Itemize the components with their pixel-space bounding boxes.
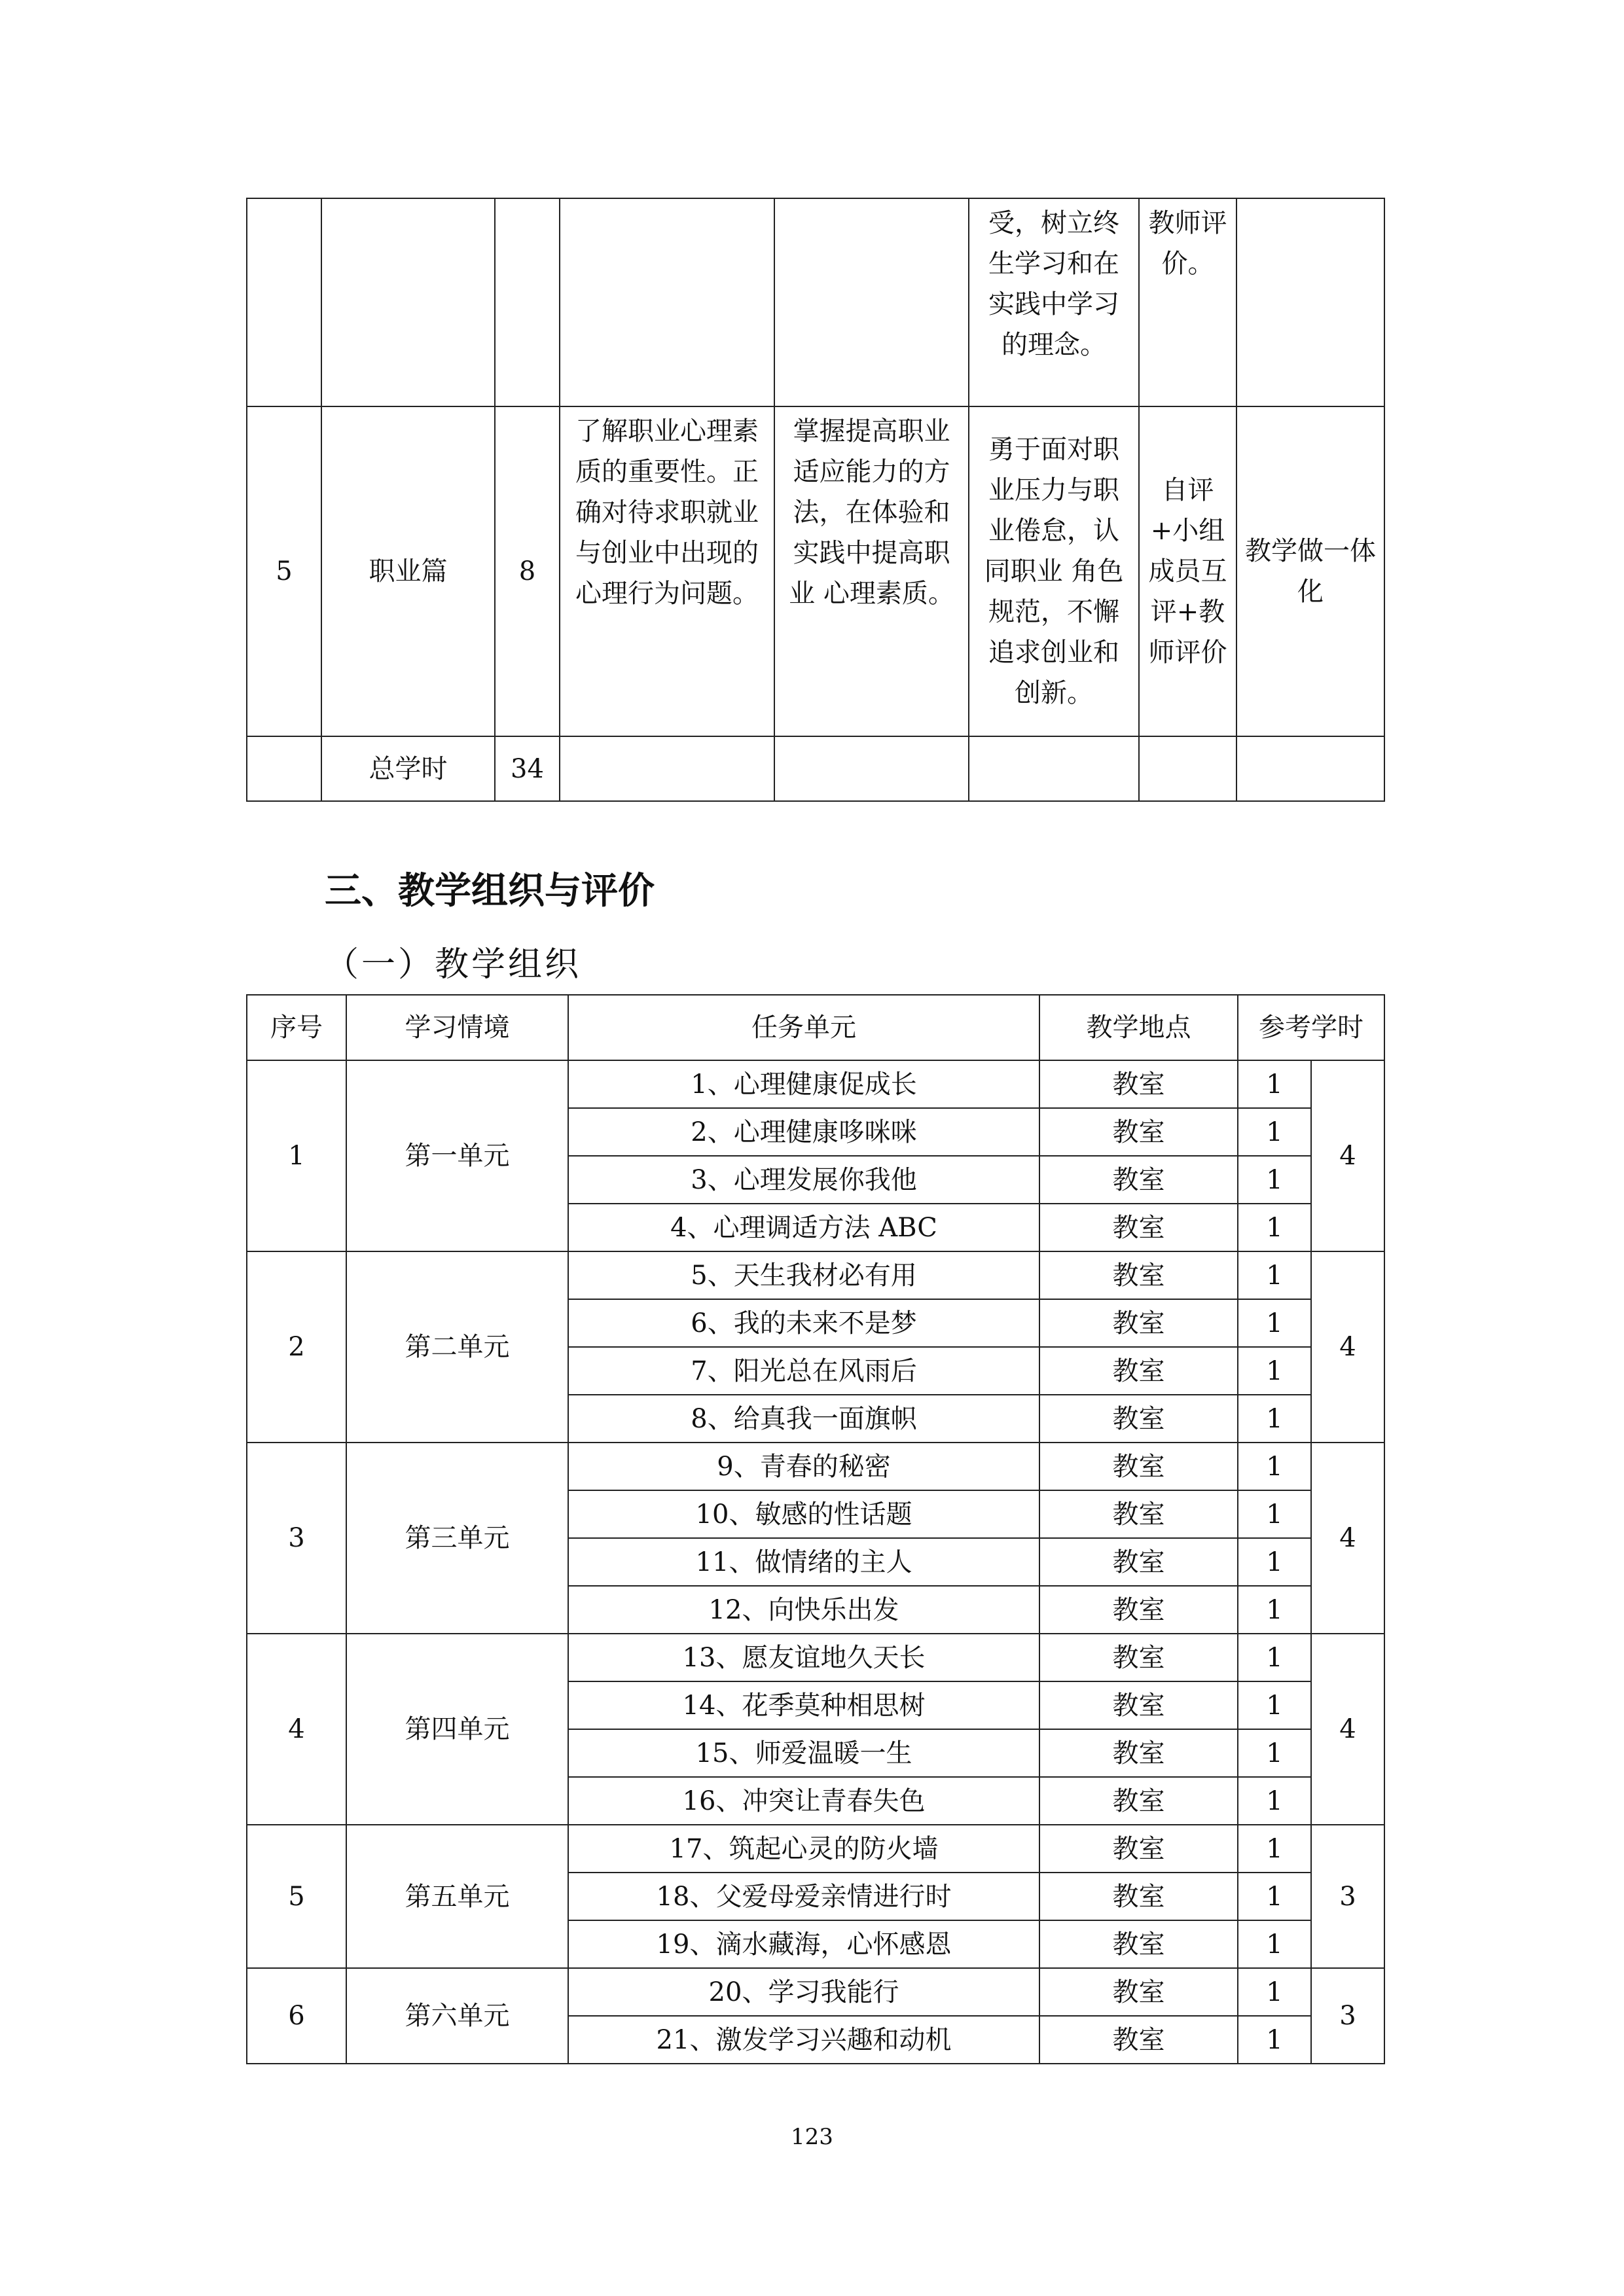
header-location: 教学地点 [1039, 995, 1238, 1060]
cell-task: 18、父爱母爱亲情进行时 [568, 1873, 1039, 1920]
cell-num: 6 [247, 1968, 346, 2064]
cell-hours: 8 [495, 406, 560, 736]
cell-task: 1、心理健康促成长 [568, 1060, 1039, 1108]
cell-task: 7、阳光总在风雨后 [568, 1347, 1039, 1395]
cell-hours: 1 [1238, 1968, 1311, 2016]
cell-task: 8、给真我一面旗帜 [568, 1395, 1039, 1443]
cell-unit: 第二单元 [346, 1251, 568, 1443]
cell-text: 掌握提高职业 适应能力的方法，在体验和实践中提高职业 心理素质。 [789, 416, 954, 609]
cell-total-hours: 3 [1311, 1825, 1384, 1968]
cell-hours: 1 [1238, 1538, 1311, 1586]
cell-hours: 1 [1238, 1395, 1311, 1443]
table-row [247, 1634, 1384, 1681]
cell-location: 教室 [1039, 1634, 1238, 1681]
table-row [247, 1251, 1384, 1299]
cell-location: 教室 [1039, 1443, 1238, 1490]
cell-location: 教室 [1039, 1777, 1238, 1825]
cell-num [247, 736, 321, 801]
cell-evaluation [1139, 736, 1236, 801]
cell-task: 10、敏感的性话题 [568, 1490, 1039, 1538]
cell-location: 教室 [1039, 1108, 1238, 1156]
cell-hours: 1 [1238, 1729, 1311, 1777]
cell-evaluation [1139, 198, 1236, 406]
cell-text: 教学做一体化 [1245, 536, 1376, 607]
cell-knowledge [560, 736, 774, 801]
cell-task: 12、向快乐出发 [568, 1586, 1039, 1634]
cell-unit: 第六单元 [346, 1968, 568, 2064]
cell-hours [495, 198, 560, 406]
cell-location: 教室 [1039, 1873, 1238, 1920]
cell-hours: 34 [495, 736, 560, 801]
cell-total-hours: 3 [1311, 1968, 1384, 2064]
cell-evaluation [1139, 406, 1236, 736]
cell-ability [774, 406, 969, 736]
cell-method [1236, 736, 1384, 801]
cell-num [247, 198, 321, 406]
cell-name: 总学时 [321, 736, 495, 801]
header-context: 学习情境 [346, 995, 568, 1060]
cell-text: 教师评价。 [1148, 208, 1227, 279]
cell-location: 教室 [1039, 1204, 1238, 1251]
cell-task: 21、激发学习兴趣和动机 [568, 2016, 1039, 2064]
cell-task: 19、滴水藏海，心怀感恩 [568, 1920, 1039, 1968]
cell-location: 教室 [1039, 1538, 1238, 1586]
cell-method [1236, 198, 1384, 406]
cell-hours: 1 [1238, 1204, 1311, 1251]
cell-text: 勇于面对职业压力与职业倦怠，认同职业 角色规范，不懈追求创业和创新。 [984, 435, 1124, 708]
cell-hours: 1 [1238, 1060, 1311, 1108]
cell-text [775, 298, 968, 306]
cell-unit: 第五单元 [346, 1825, 568, 1968]
cell-hours: 1 [1238, 1586, 1311, 1634]
cell-num: 2 [247, 1251, 346, 1443]
cell-hours: 1 [1238, 1873, 1311, 1920]
cell-hours: 1 [1238, 2016, 1311, 2064]
table-row [247, 406, 1384, 736]
cell-task: 2、心理健康哆咪咪 [568, 1108, 1039, 1156]
header-task: 任务单元 [568, 995, 1039, 1060]
cell-task: 17、筑起心灵的防火墙 [568, 1825, 1039, 1873]
cell-location: 教室 [1039, 1729, 1238, 1777]
cell-task: 11、做情绪的主人 [568, 1538, 1039, 1586]
cell-hours: 1 [1238, 1920, 1311, 1968]
cell-location: 教室 [1039, 1920, 1238, 1968]
cell-num: 5 [247, 406, 321, 736]
cell-hours: 1 [1238, 1825, 1311, 1873]
teaching-organization-table [246, 994, 1385, 2064]
cell-method [1236, 406, 1384, 736]
cell-location: 教室 [1039, 1490, 1238, 1538]
cell-total-hours: 4 [1311, 1251, 1384, 1443]
cell-total-hours: 4 [1311, 1060, 1384, 1251]
cell-task: 3、心理发展你我他 [568, 1156, 1039, 1204]
cell-location: 教室 [1039, 1586, 1238, 1634]
cell-location: 教室 [1039, 1968, 1238, 2016]
cell-knowledge [560, 198, 774, 406]
cell-name: 职业篇 [321, 406, 495, 736]
cell-text [560, 298, 774, 306]
cell-task: 20、学习我能行 [568, 1968, 1039, 2016]
cell-location: 教室 [1039, 1825, 1238, 1873]
cell-task: 16、冲突让青春失色 [568, 1777, 1039, 1825]
cell-total-hours: 4 [1311, 1634, 1384, 1825]
cell-hours: 1 [1238, 1347, 1311, 1395]
cell-hours: 1 [1238, 1490, 1311, 1538]
cell-hours: 1 [1238, 1681, 1311, 1729]
cell-location: 教室 [1039, 1347, 1238, 1395]
cell-name [321, 198, 495, 406]
cell-hours: 1 [1238, 1634, 1311, 1681]
cell-task: 6、我的未来不是梦 [568, 1299, 1039, 1347]
table-row [247, 736, 1384, 801]
header-hours: 参考学时 [1238, 995, 1384, 1060]
cell-task: 9、青春的秘密 [568, 1443, 1039, 1490]
cell-hours: 1 [1238, 1108, 1311, 1156]
cell-location: 教室 [1039, 1156, 1238, 1204]
cell-ability [774, 198, 969, 406]
cell-task: 5、天生我材必有用 [568, 1251, 1039, 1299]
table-row [247, 1060, 1384, 1108]
cell-task: 15、师爱温暖一生 [568, 1729, 1039, 1777]
cell-hours: 1 [1238, 1443, 1311, 1490]
cell-task: 14、花季莫种相思树 [568, 1681, 1039, 1729]
cell-text: 自评+小组成员互评+教师评价 [1148, 475, 1227, 668]
table-row [247, 1968, 1384, 2016]
cell-quality [969, 406, 1139, 736]
cell-quality [969, 198, 1139, 406]
cell-ability [774, 736, 969, 801]
cell-task: 4、心理调适方法 ABC [568, 1204, 1039, 1251]
cell-text: 受，树立终生学习和在实践中学习的理念。 [988, 208, 1119, 360]
cell-quality [969, 736, 1139, 801]
cell-text: 了解职业心理素质的重要性。正确对待求职就业与创业中出现的心理行为问题。 [575, 416, 759, 609]
cell-hours: 1 [1238, 1299, 1311, 1347]
course-content-table-continuation [246, 198, 1385, 802]
cell-location: 教室 [1039, 1060, 1238, 1108]
cell-location: 教室 [1039, 1251, 1238, 1299]
cell-num: 5 [247, 1825, 346, 1968]
cell-location: 教室 [1039, 2016, 1238, 2064]
cell-num: 1 [247, 1060, 346, 1251]
cell-unit: 第一单元 [346, 1060, 568, 1251]
cell-hours: 1 [1238, 1251, 1311, 1299]
cell-num: 3 [247, 1443, 346, 1634]
cell-total-hours: 4 [1311, 1443, 1384, 1634]
table-row [247, 198, 1384, 406]
org-table-body [247, 995, 1384, 2064]
cell-location: 教室 [1039, 1299, 1238, 1347]
cell-unit: 第三单元 [346, 1443, 568, 1634]
table-header-row [247, 995, 1384, 1060]
cell-hours: 1 [1238, 1777, 1311, 1825]
cell-unit: 第四单元 [346, 1634, 568, 1825]
cell-knowledge [560, 406, 774, 736]
page-number: 123 [791, 2124, 833, 2150]
section-heading: 三、教学组织与评价 [325, 870, 655, 912]
table-row [247, 1443, 1384, 1490]
cell-num: 4 [247, 1634, 346, 1825]
subsection-heading: （一）教学组织 [325, 945, 582, 984]
table-row [247, 1825, 1384, 1873]
cell-task: 13、愿友谊地久天长 [568, 1634, 1039, 1681]
cell-location: 教室 [1039, 1681, 1238, 1729]
cell-location: 教室 [1039, 1395, 1238, 1443]
header-num: 序号 [247, 995, 346, 1060]
cell-hours: 1 [1238, 1156, 1311, 1204]
